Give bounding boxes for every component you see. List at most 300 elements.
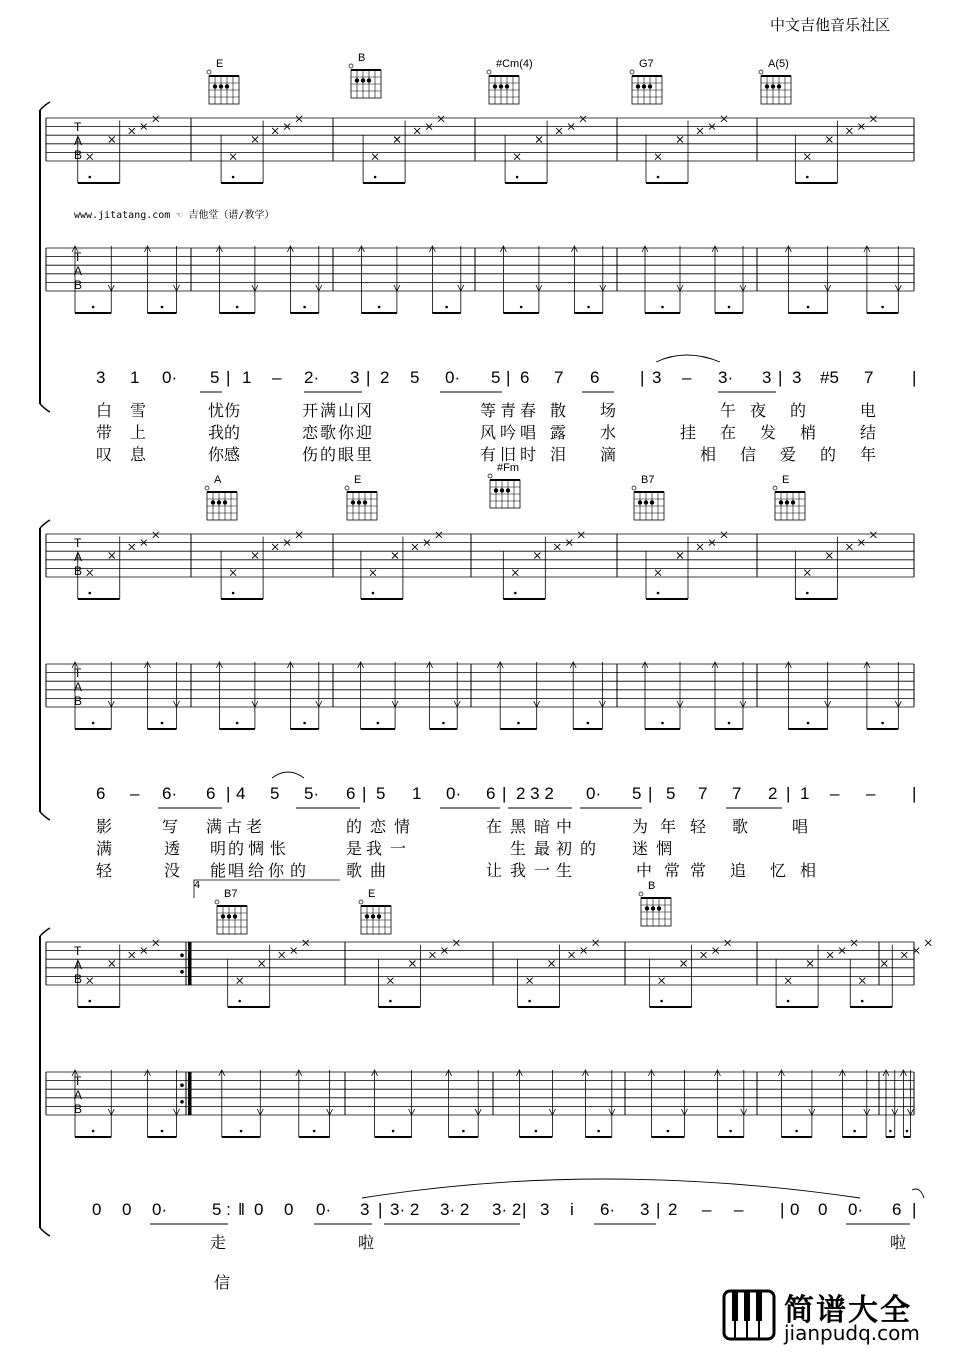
note-number: 4 [236, 784, 246, 803]
lyric-char: 的 [580, 839, 597, 858]
tab-letter-b: B [74, 694, 83, 708]
chord-open-string [205, 486, 209, 490]
slur [912, 1189, 924, 1198]
lyric-char: 老 [246, 817, 263, 836]
lyric-char: 唱 [228, 861, 245, 880]
tab-letter-a: A [74, 958, 83, 972]
note-head [556, 128, 562, 134]
lyric-char: 我 [208, 423, 225, 442]
dot [787, 1000, 790, 1003]
slur [656, 355, 720, 362]
note-head [578, 532, 584, 538]
lyric-char: 追 [730, 861, 747, 880]
chord-dot [355, 78, 359, 82]
note-head [677, 553, 683, 559]
lyric-char: 我 [510, 861, 527, 880]
note-number: 0· [445, 368, 461, 387]
note-number: – [130, 784, 140, 803]
dot [806, 176, 809, 179]
note-head [372, 154, 378, 160]
lyric-char: 电 [860, 401, 877, 420]
lyric-char: 雪 [130, 401, 147, 420]
note-head [394, 137, 400, 143]
lyric-char: 没 [164, 861, 181, 880]
note-number: 5 [376, 784, 386, 803]
bar-separator: | [522, 1200, 527, 1219]
repeat-dot [180, 1100, 184, 1104]
logo-title: 简谱大全 [784, 1293, 912, 1328]
note-number: 6 [346, 784, 356, 803]
note-head [412, 544, 418, 550]
chord-dot [779, 500, 783, 504]
chord-dot [217, 500, 221, 504]
note-number: 3 [640, 1200, 650, 1219]
chord-open-string [359, 900, 363, 904]
lyric-char: 泪 [550, 445, 567, 464]
note-number: 3· 2 [440, 1200, 470, 1219]
chord-open-string [487, 70, 491, 74]
note-head [534, 553, 540, 559]
note-head [569, 952, 575, 958]
dot [795, 1130, 798, 1133]
note-head [87, 154, 93, 160]
dot [587, 306, 590, 309]
notation-row-3 [0, 1200, 960, 1224]
note-head [153, 940, 159, 946]
chord-name: E [782, 474, 790, 486]
lyric-char: 走 [210, 1233, 227, 1252]
note-number: 3 [96, 368, 106, 387]
dot [161, 306, 164, 309]
note-head [807, 961, 813, 967]
lyric-char: 曲 [370, 861, 387, 880]
chord-dot [642, 84, 646, 88]
lyric-char: 发 [760, 423, 777, 442]
tab-letter-t: T [74, 120, 82, 134]
note-number: i [570, 1200, 574, 1219]
lyric-char: 明 [210, 839, 227, 858]
chord-name: E [216, 58, 224, 70]
lyric-line-row1-2 [0, 420, 960, 440]
note-number: 2 3 2 [516, 784, 554, 803]
lyric-char: 夜 [750, 401, 767, 420]
lyric-char: 的 [290, 861, 307, 880]
bar-separator: | [778, 368, 783, 387]
note-head [237, 978, 243, 984]
bar-separator: | [362, 784, 367, 803]
lyric-char: 是 [346, 839, 363, 858]
lyric-char: 中 [556, 817, 573, 836]
lyric-char: 惘 [656, 839, 673, 858]
note-head [549, 961, 555, 967]
lyric-char: 伤 [302, 445, 319, 464]
lyric-char: 为 [632, 817, 649, 836]
tab-letter-a: A [74, 264, 83, 278]
note-head [659, 978, 665, 984]
bar-separator: | [912, 368, 917, 387]
dot [861, 1000, 864, 1003]
dot [303, 306, 306, 309]
dot [161, 1130, 164, 1133]
lyric-char: 怅 [270, 839, 287, 858]
note-head [87, 978, 93, 984]
note-head [721, 532, 727, 538]
lyric-char: 中 [636, 861, 653, 880]
note-head [846, 544, 852, 550]
dot [660, 1000, 663, 1003]
lyric-char: 惆 [248, 839, 265, 858]
dot [462, 1130, 465, 1133]
lyric-char: 眼 [338, 445, 355, 464]
chord-dot [213, 84, 217, 88]
lyric-char: 歌 [320, 423, 337, 442]
lyric-char: 给 [248, 861, 265, 880]
dot [807, 306, 810, 309]
note-head [129, 952, 135, 958]
note-head [303, 940, 309, 946]
lyric-char: 场 [600, 401, 617, 420]
chord-dot [367, 78, 371, 82]
lyric-char: 梢 [800, 423, 817, 442]
lyric-char: 开 [302, 401, 319, 420]
note-number: 6 [590, 368, 600, 387]
repeat-bar-thick [188, 942, 191, 985]
bar-separator: | [226, 784, 231, 803]
note-head [725, 940, 731, 946]
note-head [697, 128, 703, 134]
note-head [846, 128, 852, 134]
note-number: 3 [762, 368, 772, 387]
dot [378, 306, 381, 309]
dot [240, 1130, 243, 1133]
lyric-char: 白 [96, 401, 113, 420]
dot [445, 306, 448, 309]
lyric-char: 伤 [224, 401, 241, 420]
note-number: 5 [632, 784, 642, 803]
note-number: 0· [446, 784, 462, 803]
note-number: 6 [892, 1200, 902, 1219]
note-number: – [272, 368, 282, 387]
note-number: 2· [304, 368, 320, 387]
chord-dot [363, 500, 367, 504]
tab-letter-b: B [74, 564, 83, 578]
chord-open-string [207, 70, 211, 74]
bar-separator: | [780, 1200, 785, 1219]
note-head [527, 978, 533, 984]
note-number: 5 [491, 368, 501, 387]
note-head [387, 978, 393, 984]
chord-dot [505, 84, 509, 88]
note-head [804, 154, 810, 160]
lyric-char: 爱 [780, 445, 797, 464]
note-number: 6 [520, 368, 530, 387]
note-head [109, 137, 115, 143]
chord-dot [219, 84, 223, 88]
lyric-char: 叹 [96, 445, 113, 464]
dot [661, 722, 664, 725]
dot [657, 176, 660, 179]
dot [303, 722, 306, 725]
tab-letter-t: T [74, 944, 82, 958]
site-logo [722, 1285, 942, 1345]
lyric-char: 感 [224, 445, 241, 464]
lyric-char: 里 [356, 445, 373, 464]
lyric-char: 上 [130, 423, 147, 442]
note-number: – [866, 784, 876, 803]
chord-dot [351, 500, 355, 504]
note-head [580, 116, 586, 122]
lyric-char: 年 [860, 445, 877, 464]
lyric-char: 山 [338, 401, 355, 420]
chord-dot [211, 500, 215, 504]
note-number: 1 [242, 368, 252, 387]
chord-name: A [214, 474, 222, 486]
note-number: 3 [360, 1200, 370, 1219]
lyric-char: 啦 [358, 1233, 375, 1252]
chord-dot [648, 84, 652, 88]
dot [372, 592, 375, 595]
dot [806, 592, 809, 595]
volta-label: 4 [194, 880, 201, 891]
tab-letter-b: B [74, 1102, 83, 1116]
note-head [677, 137, 683, 143]
chord-open-string [215, 900, 219, 904]
chord-dot [371, 914, 375, 918]
note-head [370, 570, 376, 576]
volta-bracket [194, 880, 340, 898]
chord-dot [227, 914, 231, 918]
note-number: – [830, 784, 840, 803]
note-number: 7 [698, 784, 708, 803]
note-number: 2 [768, 784, 778, 803]
chord-open-string [349, 64, 353, 68]
chord-dot [493, 84, 497, 88]
tab-letter-b: B [74, 972, 83, 986]
chord-open-string [630, 70, 634, 74]
lyric-char: 迷 [632, 839, 649, 858]
chord-dot [651, 906, 655, 910]
lyric-char: 忧 [208, 401, 225, 420]
bar-separator: | [786, 784, 791, 803]
note-head [453, 940, 459, 946]
note-head [826, 137, 832, 143]
repeat-bar-thick [188, 1072, 191, 1115]
lyric-char: 常 [690, 861, 707, 880]
note-head [230, 154, 236, 160]
repeat-dot [180, 953, 184, 957]
note-number: 2 [668, 1200, 678, 1219]
note-head [554, 544, 560, 550]
lyric-char: 的 [790, 401, 807, 420]
note-head [129, 544, 135, 550]
dot [528, 1000, 531, 1003]
lyric-char: 黑 [510, 817, 527, 836]
lyric-char: 春 [520, 401, 537, 420]
note-number: 0 [92, 1200, 102, 1219]
note-head [870, 532, 876, 538]
note-head [429, 952, 435, 958]
dot [442, 722, 445, 725]
dot [906, 1130, 909, 1133]
note-head [925, 940, 931, 946]
note-head [279, 952, 285, 958]
lyric-char: 影 [96, 817, 113, 836]
tab-letter-t: T [74, 250, 82, 264]
lyric-char: 常 [664, 861, 681, 880]
chord-dot [638, 500, 642, 504]
note-head [785, 978, 791, 984]
lyric-char: 满 [96, 839, 113, 858]
dot [881, 306, 884, 309]
bar-separator: | [366, 368, 371, 387]
lyric-char: 透 [164, 839, 181, 858]
dot [313, 1130, 316, 1133]
note-number: 3 [540, 1200, 550, 1219]
note-head [87, 570, 93, 576]
dot [807, 722, 810, 725]
note-head [827, 952, 833, 958]
chord-name: #Cm(4) [496, 58, 533, 70]
dot [374, 176, 377, 179]
lyric-char: 恋 [370, 817, 387, 836]
notation-row-1 [0, 368, 960, 392]
lyric-char: 时 [520, 445, 537, 464]
dot [88, 176, 91, 179]
bracket-top [40, 520, 50, 528]
dot [238, 1000, 241, 1003]
note-number: 0· [586, 784, 602, 803]
note-head [252, 137, 258, 143]
chord-open-string [759, 70, 763, 74]
note-head [536, 137, 542, 143]
bar-separator: | [226, 368, 231, 387]
bar-separator: | [506, 368, 511, 387]
lyric-char: 滴 [600, 445, 617, 464]
lyric-line-row2-2 [0, 836, 960, 856]
dot [232, 592, 235, 595]
chord-name: G7 [639, 58, 654, 70]
tab-letter-b: B [74, 278, 83, 292]
lyric-char: 生 [556, 861, 573, 880]
lyric-char: 轻 [96, 861, 113, 880]
lyric-char: 年 [660, 817, 677, 836]
dot [535, 1130, 538, 1133]
note-number: 5 [210, 368, 220, 387]
note-head [514, 154, 520, 160]
note-number: 1 [130, 368, 140, 387]
note-number: 0 [254, 1200, 264, 1219]
note-head [901, 952, 907, 958]
note-number: 7 [554, 368, 564, 387]
lyric-char: 唱 [792, 817, 809, 836]
note-number: 5 [410, 368, 420, 387]
note-number: 0· [162, 368, 178, 387]
note-number: 0· [152, 1200, 168, 1219]
note-head [409, 961, 415, 967]
note-number: 7 [864, 368, 874, 387]
chord-dot [644, 500, 648, 504]
note-head [272, 128, 278, 134]
lyric-line-row2-1 [0, 814, 960, 834]
chord-open-string [488, 474, 492, 478]
chord-dot [636, 84, 640, 88]
lyric-char: 歌 [732, 817, 749, 836]
dot [853, 1130, 856, 1133]
bracket-top [40, 928, 50, 936]
lyric-char: 暗 [534, 817, 551, 836]
lyric-char: 的 [320, 445, 337, 464]
note-head [697, 544, 703, 550]
lyric-char: 啦 [890, 1233, 907, 1252]
lyric-char: 午 [720, 401, 737, 420]
lyric-char: 生 [510, 839, 527, 858]
note-head [721, 116, 727, 122]
lyric-char: 有 [480, 445, 497, 464]
note-head [129, 128, 135, 134]
chord-name: E [354, 474, 362, 486]
note-head [296, 116, 302, 122]
lyric-char: 结 [860, 423, 877, 442]
lyric-char: 满 [320, 401, 337, 420]
note-number: – [702, 1200, 712, 1219]
note-number: 1 [800, 784, 810, 803]
lyric-char: 古 [226, 817, 243, 836]
dot [88, 592, 91, 595]
bar-separator: | [912, 784, 917, 803]
slur [272, 772, 304, 778]
chord-open-string [632, 486, 636, 490]
lyric-char: 最 [534, 839, 551, 858]
tab-letter-t: T [74, 536, 82, 550]
lyric-char: 的 [820, 445, 837, 464]
lyric-char: 冈 [356, 401, 373, 420]
chord-open-string [345, 486, 349, 490]
note-number: 6 [96, 784, 106, 803]
note-head [259, 961, 265, 967]
tab-letter-a: A [74, 680, 83, 694]
dot [392, 1130, 395, 1133]
lyric-char: 风 [480, 423, 497, 442]
lyric-char: 忆 [770, 861, 787, 880]
dot [667, 1130, 670, 1133]
note-head [826, 553, 832, 559]
chord-dot [650, 500, 654, 504]
tab-letter-a: A [74, 550, 83, 564]
lyric-char: 散 [550, 401, 567, 420]
dot [377, 722, 380, 725]
dot [92, 1130, 95, 1133]
lyric-char: 露 [550, 423, 567, 442]
chord-dot [645, 906, 649, 910]
chord-open-string [639, 892, 643, 896]
chord-name: B7 [224, 888, 238, 900]
lyric-char: 青 [500, 401, 517, 420]
chord-name: B [358, 52, 366, 64]
lyric-char: 你 [268, 861, 285, 880]
lyric-char: 一 [534, 861, 551, 880]
dot [597, 1130, 600, 1133]
note-head [153, 116, 159, 122]
tab-letter-a: A [74, 1088, 83, 1102]
note-head [153, 532, 159, 538]
chord-dot [500, 488, 504, 492]
chord-dot [777, 84, 781, 88]
lyric-char: 歌 [346, 861, 363, 880]
note-number: 3 [652, 368, 662, 387]
note-number: 1 [412, 784, 422, 803]
lyric-char: 吟 [500, 423, 517, 442]
note-number: 5· [304, 784, 320, 803]
